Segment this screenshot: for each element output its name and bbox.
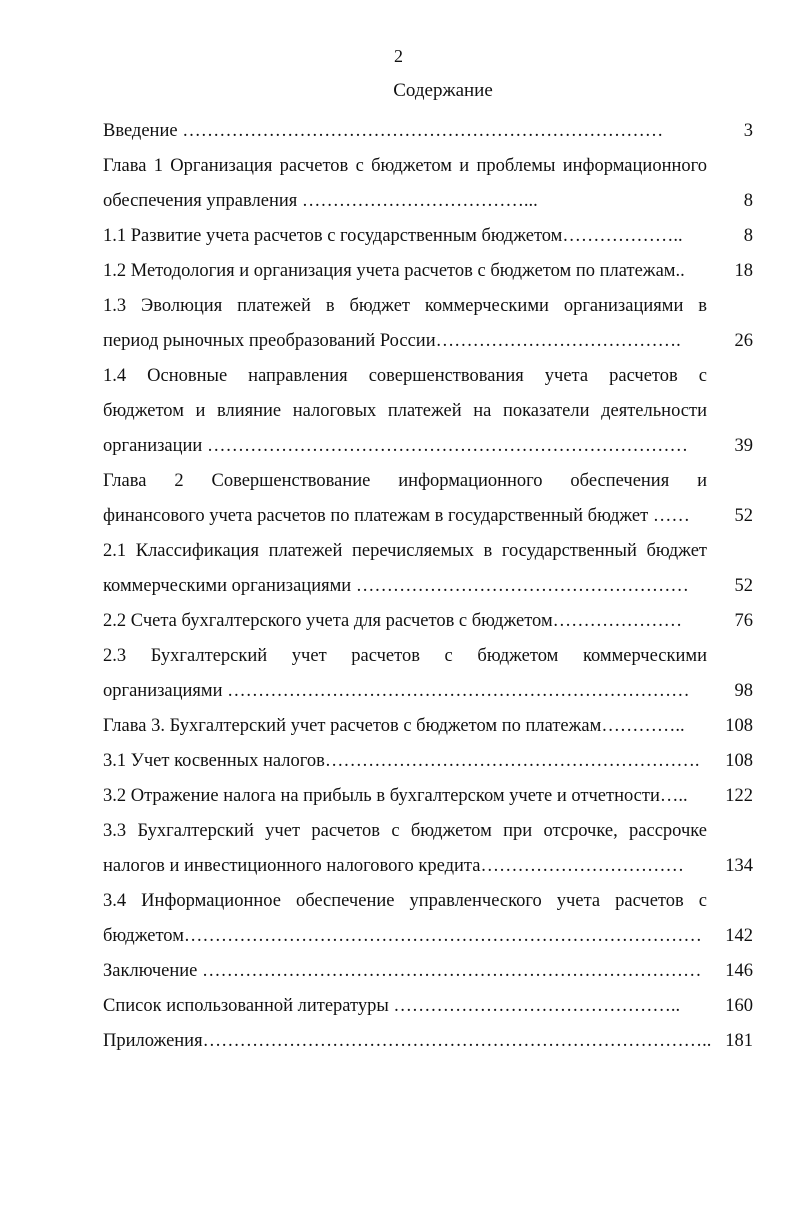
toc-entry-page: 160 — [725, 996, 753, 1016]
toc-entry[interactable] — [103, 219, 753, 254]
toc-entry-text: коммерческими организациями ……………………………………………… — [103, 576, 689, 596]
toc-entry-text: бюджетом и влияние налоговых платежей на показатели деятельности — [103, 401, 707, 421]
toc-entry-text: 1.4 Основные направления совершенствования учета расчетов с — [103, 366, 707, 386]
toc-entry[interactable] — [103, 954, 753, 989]
toc-entry-text: период рыночных преобразований России…………………………………. — [103, 331, 681, 351]
toc-entry-text: бюджетом………………………………………………………………………… — [103, 926, 702, 946]
toc-entry-line[interactable] — [103, 464, 707, 499]
toc-entry-page: 8 — [743, 191, 753, 211]
toc-entry-line[interactable] — [103, 359, 707, 394]
toc-entry-page: 122 — [725, 786, 753, 806]
toc-entry-page: 3 — [743, 121, 753, 141]
toc-entry[interactable] — [103, 499, 753, 534]
toc-entry[interactable] — [103, 849, 753, 884]
toc-entry-line[interactable] — [103, 394, 707, 429]
toc-entry[interactable] — [103, 1024, 753, 1059]
toc-entry-page: 39 — [734, 436, 753, 456]
toc-entry-line[interactable] — [103, 639, 707, 674]
table-of-contents — [103, 114, 753, 1059]
toc-entry-text: 3.2 Отражение налога на прибыль в бухгалтерском учете и отчетности….. — [103, 786, 688, 806]
toc-entry-text: Глава 1 Организация расчетов с бюджетом и проблемы информационного — [103, 156, 707, 176]
toc-entry-text: 2.1 Классификация платежей перечисляемых в государственный бюджет — [103, 541, 707, 561]
toc-entry-text: 3.3 Бухгалтерский учет расчетов с бюджетом при отсрочке, рассрочке — [103, 821, 707, 841]
page-title: Содержание — [393, 80, 493, 101]
toc-entry-page: 108 — [725, 716, 753, 736]
toc-entry-text: обеспечения управления ………………………………... — [103, 191, 538, 211]
toc-entry-text: организации …………………………………………………………………… — [103, 436, 688, 456]
toc-entry-text: 3.1 Учет косвенных налогов……………………………………………………. — [103, 751, 700, 771]
toc-entry-text: 1.1 Развитие учета расчетов с государственным бюджетом……………….. — [103, 226, 683, 246]
toc-entry[interactable] — [103, 114, 753, 149]
toc-entry-line[interactable] — [103, 289, 707, 324]
toc-entry-text: налогов и инвестиционного налогового кредита…………………………… — [103, 856, 684, 876]
toc-entry-page: 108 — [725, 751, 753, 771]
toc-entry[interactable] — [103, 674, 753, 709]
toc-entry[interactable] — [103, 429, 753, 464]
toc-entry-text: 1.3 Эволюция платежей в бюджет коммерческими организациями в — [103, 296, 707, 316]
toc-entry-text: Приложения……………………………………………………………………….. — [103, 1031, 712, 1051]
toc-entry-text: 3.4 Информационное обеспечение управленческого учета расчетов с — [103, 891, 707, 911]
toc-entry-line[interactable] — [103, 149, 707, 184]
toc-entry-line[interactable] — [103, 534, 707, 569]
toc-entry-text: Глава 3. Бухгалтерский учет расчетов с бюджетом по платежам………….. — [103, 716, 685, 736]
toc-entry[interactable] — [103, 184, 753, 219]
toc-entry-text: финансового учета расчетов по платежам в государственный бюджет …… — [103, 506, 690, 526]
toc-entry-text: 1.2 Методология и организация учета расчетов с бюджетом по платежам.. — [103, 261, 685, 281]
toc-entry[interactable] — [103, 604, 753, 639]
toc-entry-page: 8 — [743, 226, 753, 246]
toc-entry-page: 52 — [734, 506, 753, 526]
toc-entry-line[interactable] — [103, 884, 707, 919]
toc-entry-text: Список использованной литературы ……………………………………….. — [103, 996, 681, 1016]
page-number: 2 — [394, 46, 403, 66]
toc-entry-text: 2.2 Счета бухгалтерского учета для расчетов с бюджетом………………… — [103, 611, 683, 631]
toc-entry-page: 146 — [725, 961, 753, 981]
toc-entry-text: Заключение ……………………………………………………………………… — [103, 961, 702, 981]
toc-entry[interactable] — [103, 569, 753, 604]
toc-entry-line[interactable] — [103, 814, 707, 849]
toc-entry[interactable] — [103, 744, 753, 779]
toc-entry-page: 134 — [725, 856, 753, 876]
toc-entry[interactable] — [103, 709, 753, 744]
toc-entry[interactable] — [103, 254, 753, 289]
toc-entry[interactable] — [103, 919, 753, 954]
toc-entry[interactable] — [103, 779, 753, 814]
toc-entry-page: 142 — [725, 926, 753, 946]
toc-entry-page: 181 — [725, 1031, 753, 1051]
toc-entry-page: 98 — [734, 681, 753, 701]
toc-entry-text: Введение …………………………………………………………………… — [103, 121, 664, 141]
toc-entry[interactable] — [103, 324, 753, 359]
toc-entry-page: 76 — [734, 611, 753, 631]
toc-entry-text: 2.3 Бухгалтерский учет расчетов с бюджетом коммерческими — [103, 646, 707, 666]
toc-entry[interactable] — [103, 989, 753, 1024]
toc-entry-page: 18 — [734, 261, 753, 281]
toc-entry-text: Глава 2 Совершенствование информационного обеспечения и — [103, 471, 707, 491]
toc-entry-text: организациями ………………………………………………………………… — [103, 681, 690, 701]
toc-entry-page: 52 — [734, 576, 753, 596]
toc-entry-page: 26 — [734, 331, 753, 351]
